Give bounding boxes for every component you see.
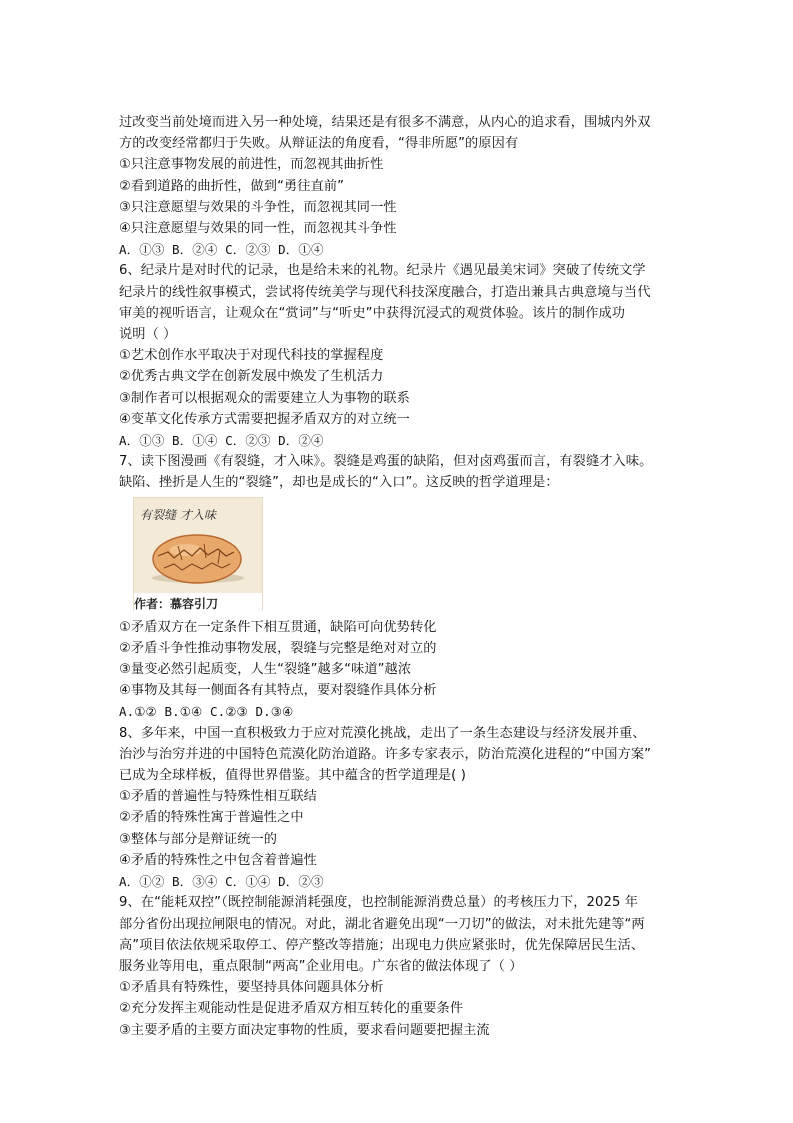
document-page xyxy=(119,112,682,1041)
text-line: ②优秀古典文学在创新发展中焕发了生机活力 xyxy=(119,369,384,385)
answer-options: A．①③ B．①④ C．②③ D．②④ xyxy=(119,433,324,449)
text-line: ①矛盾的普遍性与特殊性相互联结 xyxy=(119,789,317,805)
text-line: 已成为全球样板，值得世界借鉴。其中蕴含的哲学道理是( ) xyxy=(119,768,466,784)
text-line: ①矛盾具有特殊性，要坚持具体问题具体分析 xyxy=(119,980,384,996)
text-line: ④只注意愿望与效果的同一性，而忽视其斗争性 xyxy=(119,221,397,237)
text-line: ①只注意事物发展的前进性，而忽视其曲折性 xyxy=(119,157,384,173)
text-line: 纪录片的线性叙事模式，尝试将传统美学与现代科技深度融合，打造出兼具古典意境与当代 xyxy=(119,284,651,300)
text-line: ③制作者可以根据观众的需要建立人为事物的联系 xyxy=(119,390,410,406)
text-line: 说明（ ） xyxy=(119,327,177,343)
text-line: ①矛盾双方在一定条件下相互贯通，缺陷可向优势转化 xyxy=(119,619,437,635)
text-line: 方的改变经常都归于失败。从辩证法的角度看，“得非所愿”的原因有 xyxy=(119,136,519,152)
text-line: 部分省份出现拉闸限电的情况。对此，湖北省避免出现“一刀切”的做法，对未批先建等“两 xyxy=(119,916,645,932)
text-line: ③只注意愿望与效果的斗争性，而忽视其同一性 xyxy=(119,199,397,215)
answer-options: A．①② B．③④ C．①④ D．②③ xyxy=(119,874,324,890)
text-line: ②看到道路的曲折性，做到“勇往直前” xyxy=(119,178,345,194)
cartoon-caption: 作者：慕容引刀 xyxy=(134,593,262,612)
text-line: ④矛盾的特殊性之中包含着普遍性 xyxy=(119,852,317,868)
question-9-stem: 9、在“能耗双控”（既控制能源消耗强度，也控制能源消费总量）的考核压力下，2025 年 xyxy=(119,895,639,911)
question-8-stem: 8、多年来，中国一直积极致力于应对荒漠化挑战，走出了一条生态建设与经济发展并重、 xyxy=(119,725,646,741)
answer-options: A.①② B.①④ C.②③ D.③④ xyxy=(119,704,294,720)
text-line: ④事物及其每一侧面各有其特点，要对裂缝作具体分析 xyxy=(119,683,437,699)
text-line: 高”项目依法依规采取停工、停产整改等措施；出现电力供应紧张时，优先保障居民生活、 xyxy=(119,937,645,953)
text-line: ④变革文化传承方式需要把握矛盾双方的对立统一 xyxy=(119,411,410,427)
cartoon-figure xyxy=(133,497,263,611)
question-6-stem: 6、纪录片是对时代的记录，也是给未来的礼物。纪录片《遇见最美宋词》突破了传统文学 xyxy=(119,263,646,279)
text-line: ③整体与部分是辩证统一的 xyxy=(119,831,278,847)
text-line: ①艺术创作水平取决于对现代科技的掌握程度 xyxy=(119,348,384,364)
text-line: 治沙与治穷并进的中国特色荒漠化防治道路。许多专家表示，防治荒漠化进程的“中国方案” xyxy=(119,746,652,762)
question-7-stem: 7、读下图漫画《有裂缝，才入味》。裂缝是鸡蛋的缺陷，但对卤鸡蛋而言，有裂缝才入味。 xyxy=(119,454,653,470)
text-line: ②矛盾的特殊性寓于普遍性之中 xyxy=(119,810,304,826)
text-line: 审美的视听语言，让观众在“赏词”与“听史”中获得沉浸式的观赏体验。该片的制作成功 xyxy=(119,305,626,321)
text-line: 缺陷、挫折是人生的“裂缝”，却也是成长的“入口”。这反映的哲学道理是： xyxy=(119,475,559,491)
text-line: ③量变必然引起质变，人生“裂缝”越多“味道”越浓 xyxy=(119,662,412,678)
cartoon-title: 有裂缝 才入味 xyxy=(140,507,216,522)
text-line: 服务业等用电，重点限制“两高”企业用电。广东省的做法体现了（ ） xyxy=(119,958,523,974)
text-line: 过改变当前处境而进入另一种处境，结果还是有很多不满意，从内心的追求看，围城内外双 xyxy=(119,115,651,130)
text-line: ②充分发挥主观能动性是促进矛盾双方相互转化的重要条件 xyxy=(119,1001,464,1017)
answer-options: A．①③ B．②④ C．②③ D．①④ xyxy=(119,242,324,258)
text-line: ②矛盾斗争性推动事物发展，裂缝与完整是绝对对立的 xyxy=(119,640,437,656)
text-line: ③主要矛盾的主要方面决定事物的性质，要求看问题要把握主流 xyxy=(119,1022,490,1038)
